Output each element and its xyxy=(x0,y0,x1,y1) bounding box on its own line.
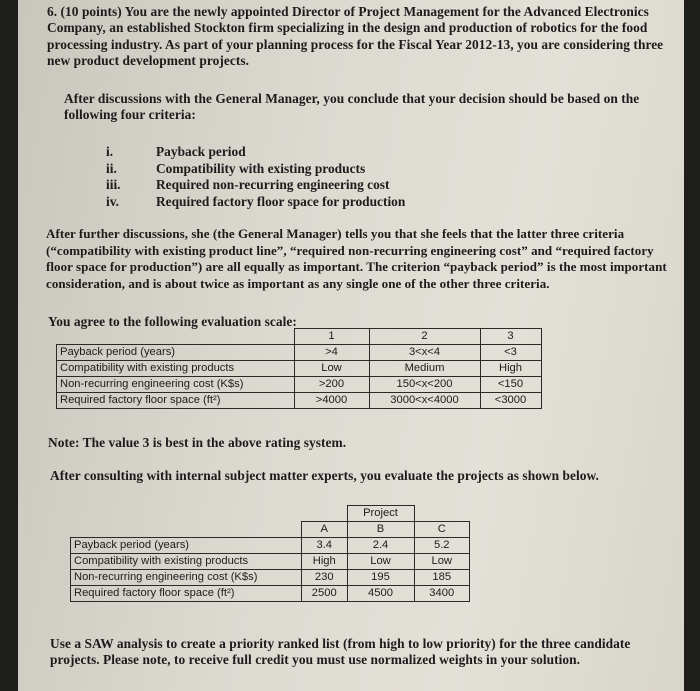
criteria-list xyxy=(106,144,526,210)
scale-cell: <3000 xyxy=(480,393,541,409)
scale-cell: 3<x<4 xyxy=(369,345,480,361)
criterion-label: Required factory floor space (ft²) xyxy=(71,586,302,602)
table-header-row xyxy=(57,329,542,345)
blank-cell xyxy=(302,506,348,522)
blank-cell xyxy=(71,522,302,538)
project-cell: High xyxy=(302,554,348,570)
scale-cell: 150<x<200 xyxy=(369,377,480,393)
project-group-header: Project xyxy=(347,506,414,522)
consulting-paragraph: After consulting with internal subject matter experts, you evaluate the projects as shown below. xyxy=(50,468,599,483)
scale-header-3: 3 xyxy=(480,329,541,345)
criterion-label: Non-recurring engineering cost (K$s) xyxy=(71,570,302,586)
project-cell: 5.2 xyxy=(414,538,470,554)
project-cell: 4500 xyxy=(347,586,414,602)
project-cell: Low xyxy=(414,554,470,570)
criteria-number: iv. xyxy=(106,193,120,209)
project-cell: 2.4 xyxy=(347,538,414,554)
evaluation-scale-table xyxy=(56,328,542,409)
criteria-item xyxy=(106,144,526,161)
discussion-paragraph: After discussions with the General Manager, you conclude that your decision should be based on the following four criteria: xyxy=(64,91,640,123)
scale-cell: >4000 xyxy=(294,393,369,409)
criteria-item xyxy=(106,177,526,194)
project-cell: 195 xyxy=(347,570,414,586)
table-row xyxy=(57,361,542,377)
further-discussion-paragraph: After further discussions, she (the General Manager) tells you that she feels that the latter three criteria (“compatibility with existing product line”, “required non-recurring engineering cost” and “required factory floor space for production”) are all equally as important. The criterion “payback period” is the most important consideration, and is about twice as important as any single one of the other three criteria. xyxy=(46,226,667,291)
criteria-number: iii. xyxy=(106,177,121,193)
question-intro: 6. (10 points) You are the newly appointed Director of Project Management for the Advanced Electronics Company, an established Stockton firm specializing in the design and production of robotics for the food processing industry. As part of your planning process for the Fiscal Year 2012-13, you are considering three new product development projects. xyxy=(47,4,664,69)
project-header-c: C xyxy=(414,522,470,538)
scale-cell: Low xyxy=(294,361,369,377)
scale-cell: >200 xyxy=(294,377,369,393)
table-row xyxy=(57,377,542,393)
evaluation-scale-intro: You agree to the following evaluation scale: xyxy=(48,314,297,329)
criteria-text: Required non-recurring engineering cost xyxy=(156,177,390,193)
criteria-item xyxy=(106,161,526,178)
table-row xyxy=(71,570,470,586)
blank-cell xyxy=(71,506,302,522)
table-row xyxy=(57,345,542,361)
criteria-text: Payback period xyxy=(156,144,246,159)
scale-cell: <150 xyxy=(480,377,541,393)
criteria-number: ii. xyxy=(106,160,117,176)
criterion-label: Required factory floor space (ft²) xyxy=(57,393,295,409)
table-header-row xyxy=(71,522,470,538)
scale-cell: Medium xyxy=(369,361,480,377)
project-evaluation-table xyxy=(70,505,470,602)
criterion-label: Non-recurring engineering cost (K$s) xyxy=(57,377,295,393)
criteria-item xyxy=(106,194,526,211)
project-header-b: B xyxy=(347,522,414,538)
project-cell: 230 xyxy=(302,570,348,586)
criterion-label: Payback period (years) xyxy=(57,345,295,361)
project-cell: 3400 xyxy=(414,586,470,602)
scale-cell: >4 xyxy=(294,345,369,361)
scale-cell: <3 xyxy=(480,345,541,361)
project-cell: 3.4 xyxy=(302,538,348,554)
project-cell: 185 xyxy=(414,570,470,586)
table-row xyxy=(71,586,470,602)
blank-cell xyxy=(414,506,470,522)
criterion-label: Payback period (years) xyxy=(71,538,302,554)
criteria-text: Required factory floor space for production xyxy=(156,193,406,209)
table-row xyxy=(71,538,470,554)
project-header-a: A xyxy=(302,522,348,538)
table-row xyxy=(71,554,470,570)
instruction-paragraph: Use a SAW analysis to create a priority ranked list (from high to low priority) for the three candidate projects. Please note, to receive full credit you must use normalized weights in your solution. xyxy=(50,636,631,668)
rating-note: Note: The value 3 is best in the above rating system. xyxy=(48,435,347,450)
scale-header-1: 1 xyxy=(294,329,369,345)
criteria-text: Compatibility with existing products xyxy=(156,160,366,176)
table-row xyxy=(57,393,542,409)
scale-cell: High xyxy=(480,361,541,377)
criterion-label: Compatibility with existing products xyxy=(57,361,295,377)
table-group-header-row xyxy=(71,506,470,522)
scale-cell: 3000<x<4000 xyxy=(369,393,480,409)
criterion-label: Compatibility with existing products xyxy=(71,554,302,570)
project-cell: 2500 xyxy=(302,586,348,602)
homework-page xyxy=(18,0,684,691)
scale-header-2: 2 xyxy=(369,329,480,345)
criteria-number: i. xyxy=(106,144,114,159)
project-cell: Low xyxy=(347,554,414,570)
blank-cell xyxy=(57,329,295,345)
